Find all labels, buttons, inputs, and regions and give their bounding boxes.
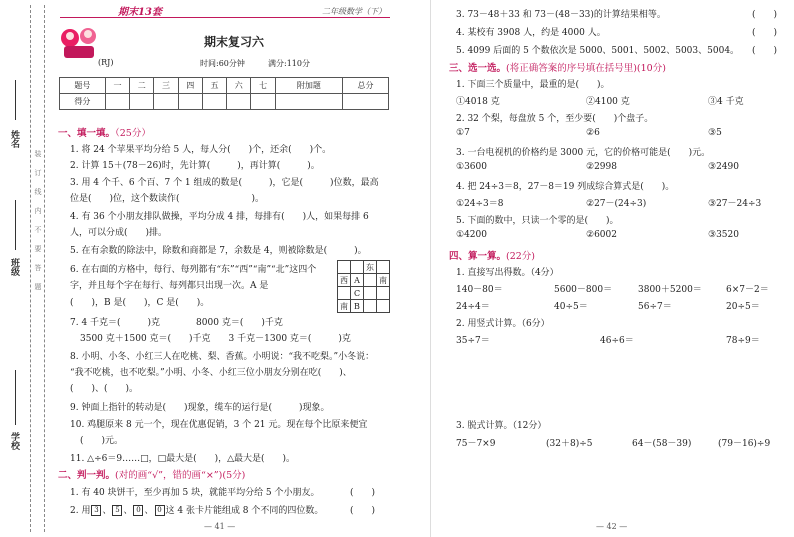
judge-3-answer[interactable]: ( ) bbox=[752, 10, 778, 20]
choice-5: 5. 下面的数中，只读一个零的是( )。 bbox=[456, 216, 619, 226]
step-calc-item: (79－16)÷9 bbox=[718, 439, 771, 449]
grid-cell bbox=[377, 287, 390, 300]
choice-5-opt-c[interactable]: ③3520 bbox=[708, 230, 739, 240]
grid-cell: 西 bbox=[338, 274, 351, 287]
school-underline bbox=[15, 370, 17, 425]
grid-cell bbox=[364, 300, 377, 313]
column-calc-item: 46÷6＝ bbox=[600, 336, 634, 346]
score-cell[interactable] bbox=[154, 94, 178, 110]
score-head: 一 bbox=[105, 78, 129, 94]
digit-card: 0 bbox=[155, 505, 165, 516]
question-6: 6. 在右面的方格中，每行、每列都有“东”“西”“南”“北”这四个 bbox=[70, 265, 317, 275]
choice-3-opt-c[interactable]: ③2490 bbox=[708, 162, 739, 172]
mental-item: 24÷4＝ bbox=[456, 302, 490, 312]
grid-cell: 南 bbox=[377, 274, 390, 287]
choice-1-opt-b[interactable]: ②4100 克 bbox=[586, 97, 630, 107]
grid-cell: 东 bbox=[364, 261, 377, 274]
choice-4-opt-c[interactable]: ③27－24÷3 bbox=[708, 199, 762, 209]
edition-badge: (RJ) bbox=[98, 58, 114, 67]
score-cell[interactable] bbox=[202, 94, 226, 110]
score-head: 附加题 bbox=[275, 78, 342, 94]
name-label: 姓名 bbox=[9, 130, 19, 148]
grid-cell: A bbox=[351, 274, 364, 287]
grid-cell bbox=[338, 287, 351, 300]
name-underline bbox=[15, 80, 17, 120]
question-9: 9. 钟面上指针的转动是( )现象，缆车的运行是( )现象。 bbox=[70, 403, 330, 413]
grid-cell bbox=[338, 261, 351, 274]
choice-4-opt-a[interactable]: ①24÷3＝8 bbox=[456, 199, 504, 209]
digit-card: 3 bbox=[91, 505, 101, 516]
digit-card: 0 bbox=[133, 505, 143, 516]
score-cell[interactable] bbox=[105, 94, 129, 110]
score-cell[interactable] bbox=[130, 94, 154, 110]
grid-cell bbox=[377, 300, 390, 313]
series-label: 二年级数学（下） bbox=[322, 7, 386, 16]
judge-5: 5. 4099 后面的 5 个数依次是 5000、5001、5002、5003、5004。 bbox=[456, 46, 740, 56]
choice-2-opt-c[interactable]: ③5 bbox=[708, 128, 722, 138]
question-6-cont2: ( )，B 是( )，C 是( )。 bbox=[70, 298, 210, 308]
exam-total: 满分:110分 bbox=[268, 59, 310, 68]
section-fill-in: 一、填一填。（25分） bbox=[58, 128, 151, 139]
page-number-left: — 41 — bbox=[204, 522, 236, 531]
exam-time: 时间:60分钟 bbox=[200, 59, 245, 68]
score-head: 题号 bbox=[60, 78, 106, 94]
judge-1-answer[interactable]: ( ) bbox=[350, 488, 376, 498]
question-5: 5. 在有余数的除法中，除数和商都是 7，余数是 4，则被除数是( )。 bbox=[70, 246, 367, 256]
calc-2-heading: 2. 用竖式计算。（6分） bbox=[456, 319, 550, 329]
question-3-cont: 位是( )位，这个数读作( )。 bbox=[70, 194, 265, 204]
section-choose: 三、选一选。(将正确答案的序号填在括号里)(10分) bbox=[449, 63, 666, 74]
score-head: 三 bbox=[154, 78, 178, 94]
score-head: 总分 bbox=[343, 78, 389, 94]
grid-cell bbox=[377, 261, 390, 274]
choice-2-opt-b[interactable]: ②6 bbox=[586, 128, 600, 138]
question-6-cont: 字，并且每个字在每行、每列都只出现一次。A 是 bbox=[70, 281, 269, 291]
digit-card: 5 bbox=[112, 505, 122, 516]
score-table bbox=[59, 77, 389, 110]
score-head: 六 bbox=[227, 78, 251, 94]
score-row-label: 得分 bbox=[60, 94, 106, 110]
school-label: 学校 bbox=[9, 432, 19, 450]
binder-cut-line-inner bbox=[44, 5, 45, 532]
grid-cell: 南 bbox=[338, 300, 351, 313]
question-11: 11. △÷6＝9……□，□最大是( )，△最大是( )。 bbox=[70, 454, 296, 464]
score-cell[interactable] bbox=[227, 94, 251, 110]
score-cell[interactable] bbox=[343, 94, 389, 110]
mental-item: 140－80＝ bbox=[456, 285, 503, 295]
judge-1: 1. 有 40 块饼干，至少再加 5 块，就能平均分给 5 个小朋友。 bbox=[70, 488, 320, 498]
column-calc-item: 35÷7＝ bbox=[456, 336, 490, 346]
header-rule bbox=[60, 17, 390, 18]
score-head: 二 bbox=[130, 78, 154, 94]
grid-cell bbox=[364, 287, 377, 300]
grid-cell bbox=[364, 274, 377, 287]
question-7-cont: 3500 克＋1500 克＝( )千克 3 千克－1300 克＝( )克 bbox=[80, 334, 351, 344]
judge-3: 3. 73－48＋33 和 73－(48－33)的计算结果相等。 bbox=[456, 10, 666, 20]
question-4: 4. 有 36 个小朋友排队做操，平均分成 4 排，每排有( )人，如果每排 6 bbox=[70, 212, 369, 222]
mental-item: 3800＋5200＝ bbox=[638, 285, 702, 295]
mental-item: 20÷5＝ bbox=[726, 302, 760, 312]
binder-cut-text: 装订线内不要答题 bbox=[34, 150, 42, 302]
choice-4: 4. 把 24÷3＝8，27－8＝19 列成综合算式是( )。 bbox=[456, 182, 675, 192]
page-title: 期末复习六 bbox=[204, 35, 265, 49]
choice-1-opt-c[interactable]: ③4 千克 bbox=[708, 97, 744, 107]
mental-item: 5600－800＝ bbox=[554, 285, 613, 295]
mental-item: 56÷7＝ bbox=[638, 302, 672, 312]
judge-4: 4. 某校有 3908 人，约是 4000 人。 bbox=[456, 28, 606, 38]
choice-5-opt-b[interactable]: ②6002 bbox=[586, 230, 617, 240]
calc-3-heading: 3. 脱式计算。（12分） bbox=[456, 421, 547, 431]
mental-item: 6×7－2＝ bbox=[726, 285, 769, 295]
grid-cell: B bbox=[351, 300, 364, 313]
choice-2: 2. 32 个梨，每盘放 5 个，至少要( )个盘子。 bbox=[456, 114, 654, 124]
judge-5-answer[interactable]: ( ) bbox=[752, 46, 778, 56]
judge-4-answer[interactable]: ( ) bbox=[752, 28, 778, 38]
step-calc-item: (32＋8)÷5 bbox=[546, 439, 593, 449]
page-divider bbox=[430, 0, 431, 537]
question-4-cont: 人，可以分成( )排。 bbox=[70, 228, 168, 238]
question-10-cont: ( )元。 bbox=[80, 436, 124, 446]
question-10: 10. 鸡腿原来 8 元一个，现在优惠促销，3 个 21 元。现在每个比原来便宜 bbox=[70, 420, 368, 430]
section-calculate: 四、算一算。(22分) bbox=[449, 251, 536, 262]
question-1: 1. 将 24 个苹果平均分给 5 人，每人分( )个，还余( )个。 bbox=[70, 145, 332, 155]
score-head: 四 bbox=[178, 78, 202, 94]
score-cell[interactable] bbox=[178, 94, 202, 110]
brand-text: 期末13套 bbox=[118, 7, 162, 18]
step-calc-item: 64－(58－39) bbox=[632, 439, 692, 449]
grid-cell: C bbox=[351, 287, 364, 300]
judge-2: 2. 用 3 、 5 、 0 、 0 这 4 张卡片能组成 8 个不同的四位数。 bbox=[70, 506, 324, 516]
calc-1-heading: 1. 直接写出得数。（4分） bbox=[456, 268, 559, 278]
score-head: 七 bbox=[251, 78, 275, 94]
grid-cell bbox=[351, 261, 364, 274]
score-cell[interactable] bbox=[275, 94, 342, 110]
choice-2-opt-a[interactable]: ①7 bbox=[456, 128, 470, 138]
page-number-right: — 42 — bbox=[596, 522, 628, 531]
step-calc-item: 75－7×9 bbox=[456, 439, 496, 449]
choice-1: 1. 下面三个质量中，最重的是( )。 bbox=[456, 80, 610, 90]
binder-cut-line bbox=[30, 5, 31, 532]
choice-1-opt-a[interactable]: ①4018 克 bbox=[456, 97, 500, 107]
column-calc-item: 78÷9＝ bbox=[726, 336, 760, 346]
choice-4-opt-b[interactable]: ②27－(24÷3) bbox=[586, 199, 647, 209]
judge-2-answer[interactable]: ( ) bbox=[350, 506, 376, 516]
choice-5-opt-a[interactable]: ①4200 bbox=[456, 230, 487, 240]
choice-3-opt-a[interactable]: ①3600 bbox=[456, 162, 487, 172]
question-8-cont2: ( )、( )。 bbox=[70, 384, 139, 394]
score-head: 五 bbox=[202, 78, 226, 94]
direction-grid bbox=[337, 260, 390, 313]
question-8-cont: “我不吃桃，也不吃梨。”小明、小冬、小红三位小朋友分别在吃( )、 bbox=[70, 368, 352, 378]
question-8: 8. 小明、小冬、小红三人在吃桃、梨、香蕉。小明说：“我不吃梨。”小冬说： bbox=[70, 352, 375, 362]
choice-3: 3. 一台电视机的价格约是 3000 元，它的价格可能是( )元。 bbox=[456, 148, 711, 158]
mental-item: 40÷5＝ bbox=[554, 302, 588, 312]
question-2: 2. 计算 15＋(78－26)时，先计算( )，再计算( )。 bbox=[70, 161, 320, 171]
section-true-false: 二、判一判。(对的画“√”，错的画“×”)(5分) bbox=[58, 470, 246, 481]
question-7: 7. 4 千克＝( )克 8000 克＝( )千克 bbox=[70, 318, 283, 328]
score-cell[interactable] bbox=[251, 94, 275, 110]
choice-3-opt-b[interactable]: ②2998 bbox=[586, 162, 617, 172]
question-3: 3. 用 4 个千、6 个百、7 个 1 组成的数是( )，它是( )位数，最高 bbox=[70, 178, 379, 188]
class-underline bbox=[15, 200, 17, 250]
class-label: 班级 bbox=[9, 258, 19, 276]
